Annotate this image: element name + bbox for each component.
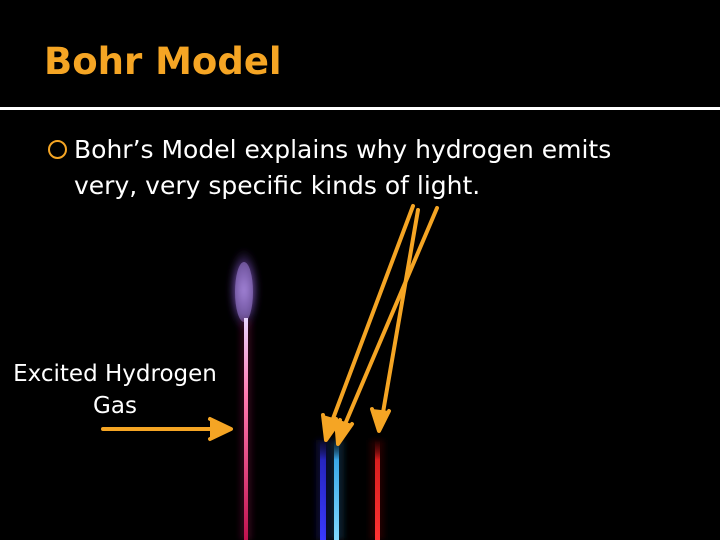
orange-arrow-icon (372, 210, 418, 431)
arrows (103, 206, 437, 444)
orange-arrow-icon (103, 419, 231, 439)
tube-beam (244, 318, 248, 540)
blue-spectral-line (320, 440, 326, 540)
label-line-2: Gas (93, 393, 137, 419)
emission-spectrum (316, 440, 384, 540)
orange-arrow-icon (336, 208, 437, 444)
tube-core (235, 262, 253, 322)
bullet-line-2: very, very specific kinds of light. (74, 171, 481, 200)
label-line-1: Excited Hydrogen (13, 361, 217, 387)
cyan-spectral-line (334, 440, 339, 540)
slide-title: Bohr Model (44, 40, 282, 83)
hydrogen-tube (228, 248, 260, 540)
bullet-line-1: Bohr’s Model explains why hydrogen emits (74, 135, 612, 164)
red-spectral-line (375, 440, 380, 540)
